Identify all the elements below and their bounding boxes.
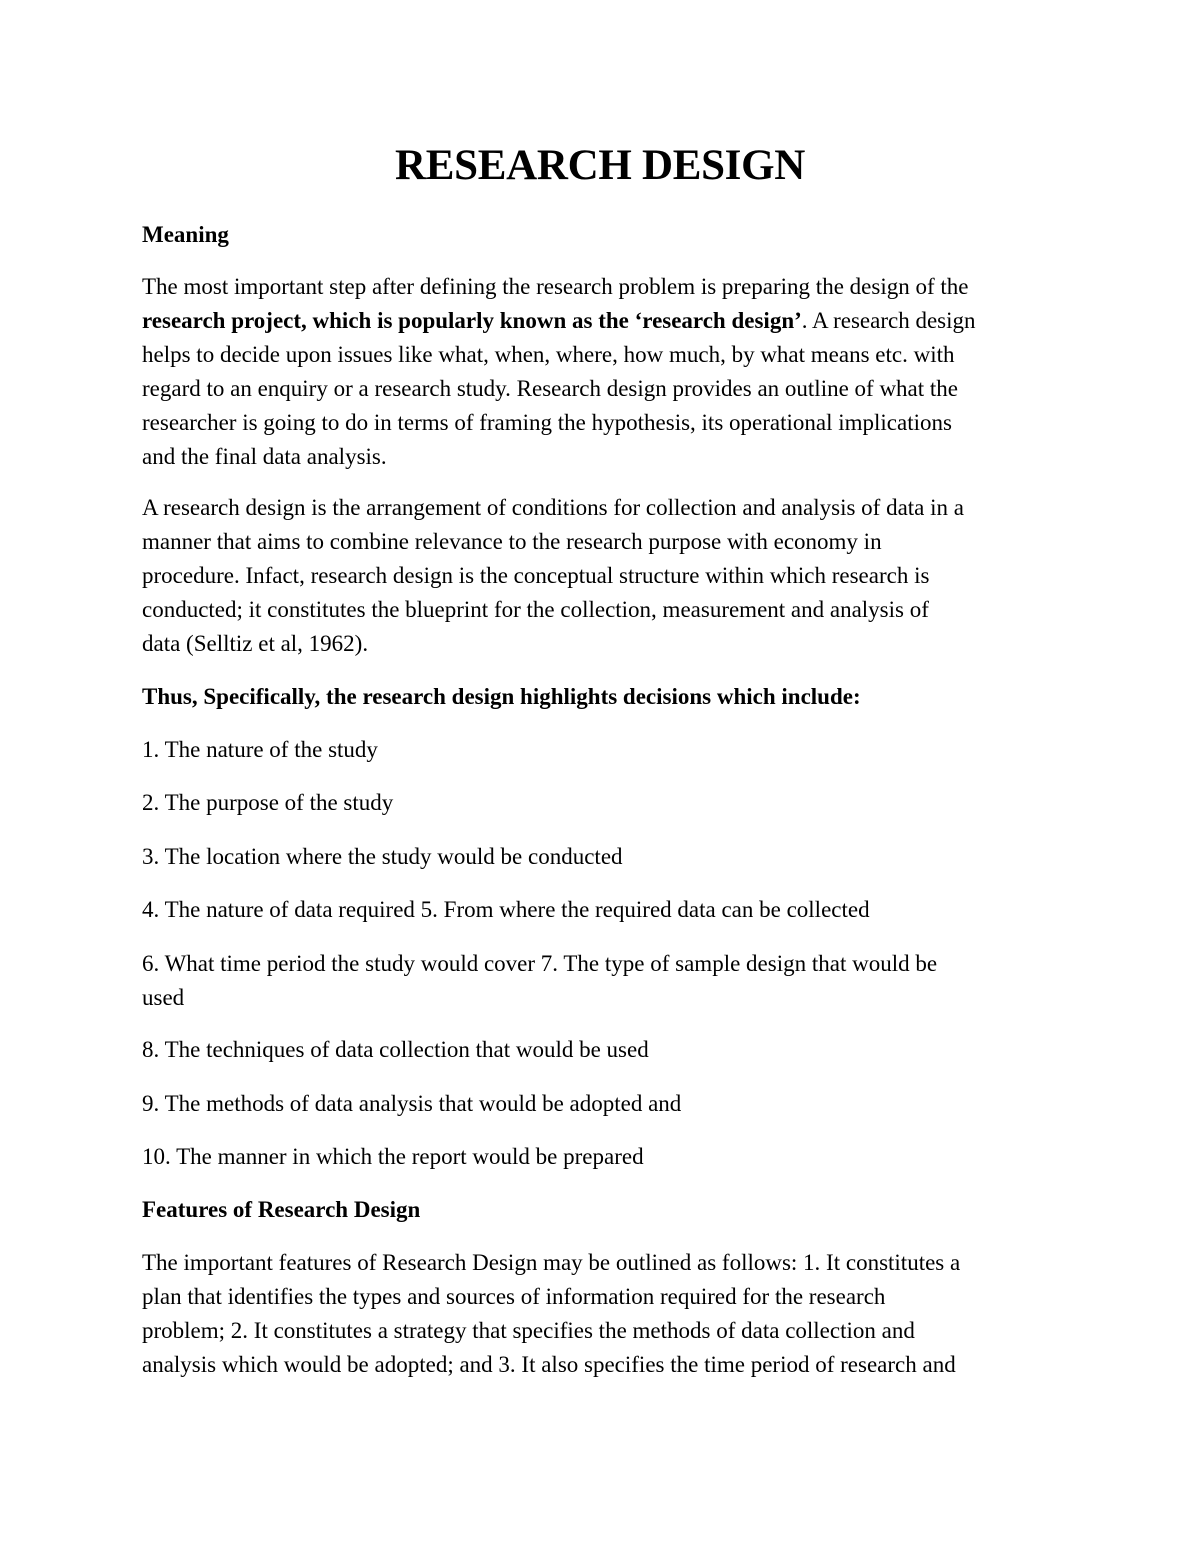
paragraph-line: researcher is going to do in terms of framing the hypothesis, its operational implications: [142, 410, 952, 435]
list-item-text: 6. What time period the study would cover 7. The type of sample design that would be: [142, 951, 938, 976]
paragraph-line: The important features of Research Design may be outlined as follows: 1. It constitutes a: [142, 1250, 961, 1275]
paragraph-line: plan that identifies the types and sources of information required for the research: [142, 1284, 886, 1309]
list-item: [142, 1140, 1062, 1174]
list-item: [142, 840, 1062, 874]
list-item-text: 9. The methods of data analysis that would be adopted and: [142, 1091, 682, 1116]
paragraph-line: [142, 304, 1062, 338]
list-item-text: 8. The techniques of data collection that would be used: [142, 1037, 649, 1062]
paragraph-line: manner that aims to combine relevance to the research purpose with economy in: [142, 529, 882, 554]
paragraph-line: A research design is the arrangement of conditions for collection and analysis of data in a: [142, 495, 964, 520]
list-item-text: 1. The nature of the study: [142, 737, 378, 762]
paragraph-line: conducted; it constitutes the blueprint for the collection, measurement and analysis of: [142, 597, 929, 622]
paragraph-line: helps to decide upon issues like what, when, where, how much, by what means etc. with: [142, 342, 955, 367]
bold-phrase: research project, which is popularly known as the ‘research design’: [142, 308, 802, 333]
paragraph-line: data (Selltiz et al, 1962).: [142, 631, 369, 656]
document-title: RESEARCH DESIGN: [394, 142, 806, 189]
paragraph-meaning: [142, 270, 1062, 474]
list-item-text: used: [142, 985, 185, 1010]
list-item: [142, 1087, 1062, 1121]
paragraph-text: . A research design: [801, 308, 976, 333]
list-item-text: 4. The nature of data required 5. From where the required data can be collected: [142, 897, 870, 922]
paragraph-line: procedure. Infact, research design is the conceptual structure within which research is: [142, 563, 930, 588]
paragraph-definition: [142, 491, 1062, 661]
list-item-text: 3. The location where the study would be conducted: [142, 844, 623, 869]
list-item: [142, 786, 1062, 820]
paragraph-line: problem; 2. It constitutes a strategy that specifies the methods of data collection and: [142, 1318, 915, 1343]
paragraph-line: regard to an enquiry or a research study. Research design provides an outline of what the: [142, 376, 959, 401]
paragraph-line: The most important step after defining the research problem is preparing the design of the: [142, 274, 969, 299]
list-item: [142, 893, 1062, 927]
paragraph-features: [142, 1246, 1062, 1382]
features-heading: Features of Research Design: [142, 1197, 421, 1222]
list-item: [142, 733, 1062, 767]
paragraph-line: and the final data analysis.: [142, 444, 387, 469]
list-item: [142, 1033, 1062, 1067]
list-item-text: 2. The purpose of the study: [142, 790, 394, 815]
list-item: [142, 947, 1062, 1015]
decisions-heading: Thus, Specifically, the research design highlights decisions which include:: [142, 684, 861, 709]
paragraph-line: analysis which would be adopted; and 3. It also specifies the time period of research and: [142, 1352, 956, 1377]
list-item-text: 10. The manner in which the report would be prepared: [142, 1144, 644, 1169]
meaning-heading: Meaning: [142, 222, 229, 247]
